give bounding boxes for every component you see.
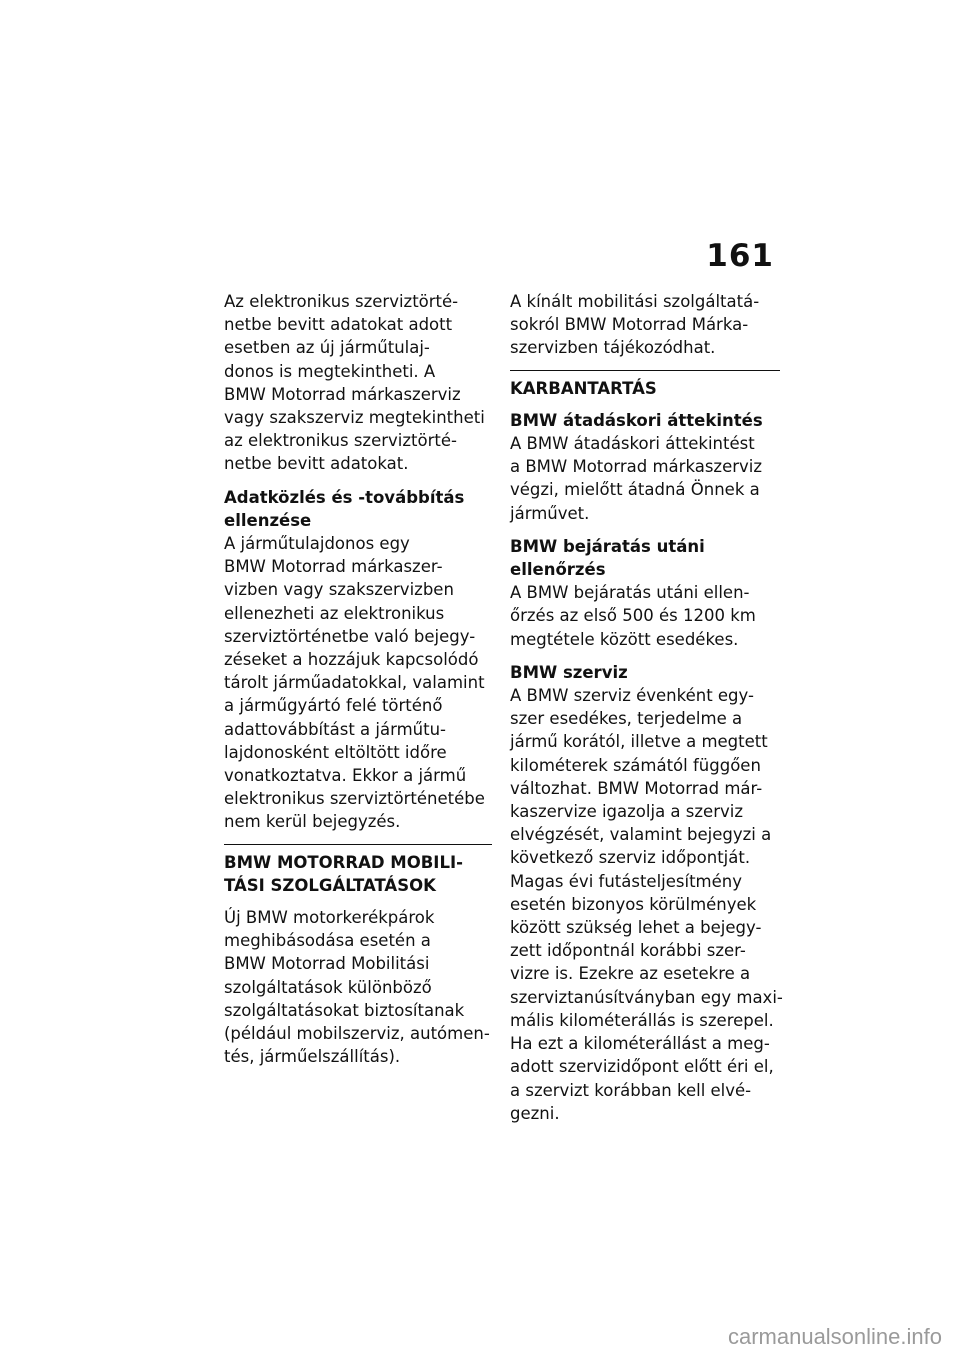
page-number: 161 (706, 238, 774, 274)
mobility-section-title (224, 851, 492, 897)
text-line: következő szerviz időpontját. (510, 848, 751, 868)
objection-heading (224, 486, 492, 532)
text-line: szerviztörténetbe való bejegy- (224, 626, 476, 646)
service-paragraph (510, 684, 783, 1125)
mobility-paragraph (224, 906, 492, 1068)
text-line: ellenzése (224, 510, 312, 530)
text-line: a szervizt korábban kell elvé- (510, 1080, 752, 1100)
text-line: tárolt járműadatokkal, valamint (224, 673, 485, 693)
text-line: TÁSI SZOLGÁLTATÁSOK (224, 875, 436, 895)
text-line: Magas évi futásteljesítmény (510, 871, 742, 891)
text-line: BMW Motorrad márkaszerviz (224, 384, 461, 404)
maintenance-section-title: KARBANTARTÁS (510, 378, 657, 398)
text-line: járművet. (510, 503, 590, 523)
text-line: netbe bevitt adatokat adott (224, 315, 453, 335)
text-line: ellenőrzés (510, 560, 606, 580)
text-line: mális kilométerállás is szerepel. (510, 1010, 774, 1030)
text-line: szer esedékes, terjedelme a (510, 709, 743, 729)
handover-heading: BMW átadáskori áttekintés (510, 410, 763, 430)
text-line: Adatközlés és -továbbítás (224, 487, 465, 507)
service-heading: BMW szerviz (510, 662, 628, 682)
text-line: adattovábbítást a járműtu- (224, 719, 446, 739)
text-line: netbe bevitt adatokat. (224, 454, 409, 474)
text-line: Ha ezt a kilométerállást a meg- (510, 1034, 770, 1054)
text-line: a BMW Motorrad márkaszerviz (510, 457, 763, 477)
text-line: vizre is. Ezekre az esetekre a (510, 964, 751, 984)
section-divider (224, 844, 492, 845)
text-line: végzi, mielőtt átadná Önnek a (510, 480, 760, 500)
text-line: BMW Motorrad márkaszer- (224, 557, 443, 577)
watermark: carmanualsonline.info (727, 1324, 942, 1349)
text-line: A BMW átadáskori áttekintést (510, 434, 755, 454)
text-line: ellenezheti az elektronikus (224, 603, 445, 623)
text-line: őrzés az első 500 és 1200 km (510, 606, 756, 626)
text-line: szerviztanúsítványban egy maxi- (510, 987, 783, 1007)
text-line: kilométerek számától függően (510, 755, 761, 775)
text-line: változhat. BMW Motorrad már- (510, 778, 763, 798)
text-line: BMW MOTORRAD MOBILI- (224, 852, 463, 872)
text-line: az elektronikus szerviztörté- (224, 431, 457, 451)
text-line: zett időpontnál korábbi szer- (510, 941, 746, 961)
text-line: gezni. (510, 1103, 560, 1123)
text-line: A járműtulajdonos egy (224, 534, 410, 554)
text-line: Az elektronikus szerviztörté- (224, 292, 459, 311)
text-line: esetén bizonyos körülmények (510, 894, 757, 914)
text-line: kaszervize igazolja a szerviz (510, 802, 743, 822)
text-line: nem kerül bejegyzés. (224, 812, 401, 832)
text-line: megtétele között esedékes. (510, 629, 739, 649)
right-column (510, 290, 783, 1135)
text-line: elektronikus szerviztörténetébe (224, 789, 485, 809)
text-line: vizben vagy szakszervizben (224, 580, 454, 600)
text-line: Új BMW motorkerékpárok (224, 908, 435, 928)
text-line: szolgáltatások különböző (224, 977, 432, 997)
text-line: A BMW bejáratás utáni ellen- (510, 583, 750, 603)
text-line: jármű korától, illetve a megtett (510, 732, 768, 752)
text-line: szervizben tájékozódhat. (510, 338, 716, 358)
text-line: vonatkoztatva. Ekkor a jármű (224, 766, 467, 786)
breakin-heading (510, 535, 780, 581)
text-line: sokról BMW Motorrad Márka- (510, 315, 749, 335)
intro-paragraph (224, 290, 492, 476)
text-line: a járműgyártó felé történő (224, 696, 443, 716)
text-line: elvégzését, valamint bejegyzi a (510, 825, 772, 845)
text-line: BMW Motorrad Mobilitási (224, 954, 430, 974)
text-line: A BMW szerviz évenként egy- (510, 686, 754, 706)
breakin-paragraph (510, 581, 780, 651)
text-line: között szükség lehet a bejegy- (510, 918, 762, 938)
text-line: zéseket a hozzájuk kapcsolódó (224, 650, 479, 670)
text-line: szolgáltatásokat biztosítanak (224, 1000, 465, 1020)
text-line: BMW bejáratás utáni (510, 536, 705, 556)
text-line: tés, járműelszállítás). (224, 1047, 401, 1067)
text-line: adott szervizidőpont előtt éri el, (510, 1057, 774, 1077)
left-column (224, 290, 492, 1079)
section-divider (510, 370, 780, 371)
objection-paragraph (224, 532, 492, 834)
handover-paragraph (510, 432, 780, 525)
text-line: donos is megtekintheti. A (224, 361, 436, 381)
mobility-info-paragraph (510, 290, 780, 360)
text-line: meghibásodása esetén a (224, 931, 431, 951)
text-line: esetben az új járműtulaj- (224, 338, 430, 358)
text-line: A kínált mobilitási szolgáltatá- (510, 292, 760, 311)
text-line: vagy szakszerviz megtekintheti (224, 408, 485, 428)
text-line: (például mobilszerviz, autómen- (224, 1024, 490, 1044)
text-line: lajdonosként eltöltött időre (224, 742, 447, 762)
